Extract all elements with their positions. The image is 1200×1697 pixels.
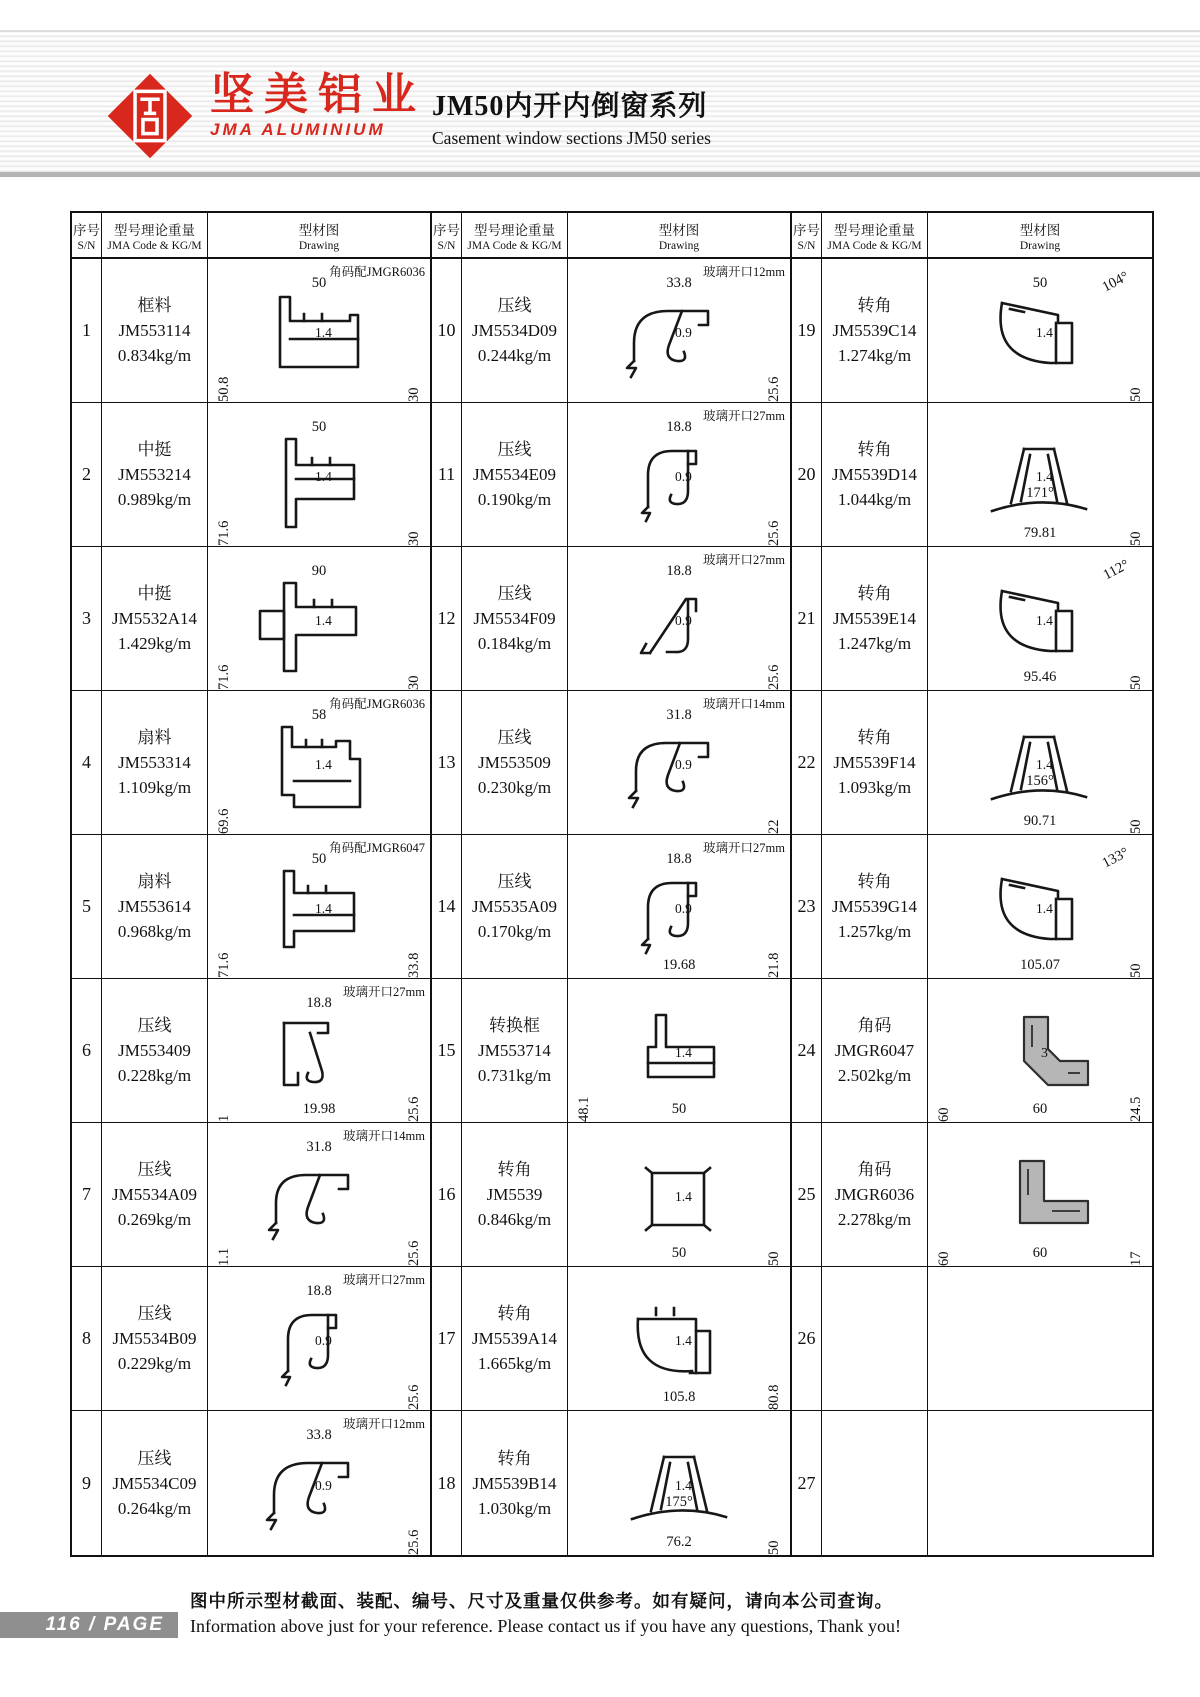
profile-code: JM5539A14 [471, 1329, 557, 1348]
profile-name: 压线 [497, 296, 532, 315]
dimension-right: 25.6 [766, 664, 782, 690]
row-sn: 1 [72, 259, 102, 403]
profile-info [462, 547, 568, 691]
dimension-thickness: 0.9 [675, 901, 692, 917]
profile-name: 转角 [857, 440, 892, 459]
dimension-thickness: 1.4 [675, 1477, 692, 1493]
dimension-bottom: 105.07 [1020, 957, 1060, 973]
dimension-bottom: 19.98 [302, 1101, 336, 1117]
header-code-en: JMA Code & KG/M [107, 239, 202, 252]
row-sn: 19 [792, 259, 822, 403]
profile-code: JM5534E09 [472, 465, 557, 484]
profile-drawing [568, 1123, 792, 1267]
logo-company-name-en: JMA ALUMINIUM [210, 120, 386, 139]
header-code-zh: 型号理论重量 [474, 222, 555, 238]
dimension-bottom: 79.81 [1023, 525, 1057, 541]
header-drawing-en: Drawing [1019, 239, 1061, 252]
profile-table [70, 211, 1154, 1557]
footer-note-zh: 图中所示型材截面、装配、编号、尺寸及重量仅供参考。如有疑问，请向本公司查询。 [190, 1591, 893, 1611]
footer-notes [190, 1588, 1150, 1637]
profile-info [102, 979, 208, 1123]
profile-drawing [568, 547, 792, 691]
dimension-thickness: 0.9 [315, 1333, 332, 1349]
profile-weight: 0.846kg/m [477, 1210, 552, 1229]
dimension-bottom: 105.8 [662, 1389, 696, 1405]
drawing-note: 角码配JMGR6036 [329, 265, 425, 279]
profile-weight: 1.247kg/m [837, 634, 912, 653]
profile-weight: 0.968kg/m [117, 922, 192, 941]
profile-info [102, 1411, 208, 1555]
profile-name: 扇料 [137, 728, 172, 747]
dimension-top: 90 [311, 563, 327, 579]
profile-drawing [208, 1123, 432, 1267]
dimension-right: 25.6 [406, 1240, 422, 1266]
dimension-left: 1.1 [216, 1247, 232, 1266]
profile-name: 角码 [857, 1160, 892, 1179]
dimension-bottom: 50 [671, 1245, 687, 1261]
dimension-thickness: 1.4 [315, 469, 332, 485]
profile-drawing [568, 1411, 792, 1555]
dimension-thickness: 0.9 [675, 757, 692, 773]
column-header-drawing [928, 213, 1152, 259]
profile-code: JM5534B09 [112, 1329, 197, 1348]
profile-code: JM5539E14 [832, 609, 917, 628]
profile-code: JM5539C14 [832, 321, 917, 340]
profile-name: 扇料 [137, 872, 172, 891]
dimension-right: 50 [1128, 819, 1144, 834]
header-drawing-zh: 型材图 [658, 222, 700, 238]
series-title-block [432, 84, 711, 149]
header-band [0, 30, 1200, 177]
profile-info [822, 403, 928, 547]
dimension-thickness: 1.4 [1036, 325, 1053, 341]
dimension-left: 48.1 [576, 1096, 592, 1122]
profile-name: 转角 [497, 1304, 532, 1323]
dimension-left: 71.6 [216, 520, 232, 546]
dimension-left: 69.6 [216, 808, 232, 834]
dimension-right: 50 [1128, 675, 1144, 690]
profile-drawing [568, 835, 792, 979]
profile-info [462, 1267, 568, 1411]
profile-weight: 1.030kg/m [477, 1498, 552, 1518]
profile-weight: 0.170kg/m [477, 922, 552, 941]
dimension-bottom: 60 [1032, 1245, 1048, 1261]
row-sn: 25 [792, 1123, 822, 1267]
dimension-top: 50 [1032, 275, 1048, 291]
dimension-thickness: 0.9 [315, 1477, 332, 1493]
dimension-left: 1 [216, 1114, 232, 1122]
company-logo [106, 72, 426, 160]
profile-name: 转角 [857, 728, 892, 747]
profile-name: 压线 [497, 728, 532, 747]
profile-name: 压线 [497, 440, 532, 459]
profile-info [462, 691, 568, 835]
profile-info [822, 691, 928, 835]
dimension-angle: 112° [1100, 556, 1132, 584]
profile-drawing [928, 835, 1152, 979]
dimension-bottom: 50 [671, 1101, 687, 1117]
row-sn: 3 [72, 547, 102, 691]
dimension-right: 80.8 [766, 1384, 782, 1410]
dimension-top: 33.8 [306, 1427, 332, 1443]
header-sn-en: S/N [797, 239, 816, 252]
profile-name: 压线 [137, 1304, 172, 1323]
row-sn: 11 [432, 403, 462, 547]
profile-info [462, 835, 568, 979]
page-subtitle: Casement window sections JM50 series [432, 128, 711, 148]
row-sn: 18 [432, 1411, 462, 1555]
dimension-right: 50 [1128, 963, 1144, 978]
profile-name: 角码 [857, 1016, 892, 1035]
profile-info [822, 547, 928, 691]
dimension-right: 30 [406, 531, 422, 546]
profile-drawing [568, 1267, 792, 1411]
profile-code: JM553409 [118, 1041, 191, 1060]
row-sn: 13 [432, 691, 462, 835]
profile-drawing [928, 1267, 1152, 1411]
profile-drawing [568, 259, 792, 403]
header-drawing-en: Drawing [298, 239, 340, 252]
column-header-code [822, 213, 928, 259]
dimension-left: 71.6 [216, 952, 232, 978]
profile-drawing [208, 403, 432, 547]
profile-info [822, 1123, 928, 1267]
profile-drawing [928, 259, 1152, 403]
profile-code: JM553214 [118, 465, 191, 484]
dimension-top: 18.8 [666, 851, 692, 867]
drawing-note: 玻璃开口14mm [343, 1129, 425, 1143]
profile-code: JM5539F14 [833, 753, 916, 772]
profile-drawing [568, 403, 792, 547]
profile-name: 中挺 [137, 440, 172, 459]
row-sn: 9 [72, 1411, 102, 1555]
profile-name: 中挺 [137, 584, 172, 603]
profile-code: JMGR6047 [834, 1041, 915, 1060]
row-sn: 20 [792, 403, 822, 547]
row-sn: 12 [432, 547, 462, 691]
column-header-sn [432, 213, 462, 259]
dimension-right: 33.8 [406, 952, 422, 978]
row-sn: 2 [72, 403, 102, 547]
row-sn: 6 [72, 979, 102, 1123]
profile-drawing [208, 1411, 432, 1555]
profile-drawing [928, 1123, 1152, 1267]
profile-drawing [208, 691, 432, 835]
dimension-angle: 171° [1026, 485, 1054, 501]
profile-code: JM5532A14 [111, 609, 197, 628]
dimension-thickness: 1.4 [675, 1189, 692, 1205]
drawing-note: 玻璃开口27mm [703, 553, 785, 567]
dimension-right: 30 [406, 675, 422, 690]
profile-weight: 0.244kg/m [477, 346, 552, 365]
profile-info [462, 979, 568, 1123]
dimension-thickness: 1.4 [1036, 469, 1053, 485]
dimension-right: 25.6 [766, 376, 782, 402]
profile-info [102, 547, 208, 691]
row-sn: 14 [432, 835, 462, 979]
drawing-note: 角码配JMGR6047 [329, 841, 425, 855]
profile-weight: 1.044kg/m [837, 490, 912, 509]
profile-drawing [568, 691, 792, 835]
profile-weight: 1.093kg/m [837, 778, 912, 797]
header-sn-en: S/N [77, 239, 96, 252]
profile-weight: 0.230kg/m [477, 778, 552, 797]
dimension-top: 58 [311, 707, 327, 723]
dimension-thickness: 3 [1041, 1045, 1048, 1061]
profile-weight: 0.229kg/m [117, 1354, 192, 1373]
profile-weight: 2.502kg/m [837, 1066, 912, 1085]
profile-drawing [208, 547, 432, 691]
profile-code: JM553714 [478, 1041, 551, 1060]
row-sn: 4 [72, 691, 102, 835]
dimension-top: 50 [311, 275, 327, 291]
page-title: JM50内开内倒窗系列 [432, 91, 708, 122]
dimension-angle: 104° [1100, 268, 1132, 296]
header-code-zh: 型号理论重量 [114, 222, 195, 238]
row-sn: 23 [792, 835, 822, 979]
column-header-code [102, 213, 208, 259]
dimension-thickness: 1.4 [315, 613, 332, 629]
column-header-sn [792, 213, 822, 259]
dimension-bottom: 19.68 [662, 957, 696, 973]
row-sn: 27 [792, 1411, 822, 1555]
row-sn: 10 [432, 259, 462, 403]
profile-drawing [568, 979, 792, 1123]
dimension-right: 25.6 [766, 520, 782, 546]
dimension-left: 60 [936, 1107, 952, 1122]
dimension-thickness: 0.9 [675, 469, 692, 485]
row-sn: 15 [432, 979, 462, 1123]
profile-drawing [928, 403, 1152, 547]
profile-name: 压线 [137, 1016, 172, 1035]
dimension-thickness: 1.4 [1036, 613, 1053, 629]
profile-info [462, 259, 568, 403]
profile-info [822, 1267, 928, 1411]
dimension-top: 18.8 [306, 1283, 332, 1299]
row-sn: 26 [792, 1267, 822, 1411]
dimension-top: 50 [311, 851, 327, 867]
row-sn: 7 [72, 1123, 102, 1267]
profile-code: JM5539B14 [472, 1473, 557, 1493]
profile-name: 压线 [497, 872, 532, 891]
dimension-right: 25.6 [406, 1096, 422, 1122]
dimension-right: 30 [406, 387, 422, 402]
profile-code: JMGR6036 [834, 1185, 915, 1204]
profile-name: 压线 [137, 1448, 172, 1468]
profile-drawing [928, 547, 1152, 691]
drawing-note: 玻璃开口27mm [343, 985, 425, 999]
profile-info [462, 1123, 568, 1267]
dimension-right: 21.8 [766, 952, 782, 978]
profile-name: 框料 [137, 296, 172, 315]
profile-name: 转角 [497, 1160, 532, 1179]
profile-code: JM553509 [478, 753, 551, 772]
header-drawing-zh: 型材图 [298, 222, 340, 238]
profile-info [102, 1267, 208, 1411]
drawing-note: 玻璃开口27mm [703, 409, 785, 423]
dimension-top: 50 [311, 419, 327, 435]
row-sn: 17 [432, 1267, 462, 1411]
column-header-code [462, 213, 568, 259]
row-sn: 21 [792, 547, 822, 691]
dimension-right: 24.5 [1128, 1096, 1144, 1122]
logo-company-name: 坚美铝业 [210, 70, 426, 119]
profile-info [102, 1123, 208, 1267]
profile-weight: 0.228kg/m [117, 1066, 192, 1085]
dimension-top: 31.8 [306, 1139, 332, 1155]
profile-drawing [208, 835, 432, 979]
dimension-thickness: 1.4 [315, 325, 332, 341]
profile-code: JM5534A09 [111, 1185, 197, 1204]
dimension-right: 25.6 [406, 1529, 422, 1555]
dimension-left: 50.8 [216, 376, 232, 402]
header-drawing-zh: 型材图 [1019, 222, 1061, 238]
profile-drawing [208, 1267, 432, 1411]
profile-drawing [208, 979, 432, 1123]
header-sn-zh: 序号 [793, 222, 820, 238]
row-sn: 22 [792, 691, 822, 835]
dimension-angle: 175° [665, 1494, 693, 1510]
row-sn: 16 [432, 1123, 462, 1267]
dimension-thickness: 1.4 [1036, 757, 1053, 773]
dimension-thickness: 0.9 [675, 325, 692, 341]
dimension-left: 71.6 [216, 664, 232, 690]
footer-note-en: Information above just for your reference. Please contact us if you have any questions, Thank you! [190, 1616, 901, 1636]
row-sn: 24 [792, 979, 822, 1123]
header-drawing-en: Drawing [658, 239, 700, 252]
dimension-right: 50 [766, 1540, 782, 1555]
dimension-top: 18.8 [306, 995, 332, 1011]
dimension-bottom: 95.46 [1023, 669, 1057, 685]
profile-drawing [928, 1411, 1152, 1555]
profile-info [462, 403, 568, 547]
dimension-bottom: 60 [1032, 1101, 1048, 1117]
profile-code: JM5539D14 [831, 465, 917, 484]
dimension-right: 22 [766, 819, 782, 834]
drawing-note: 玻璃开口12mm [343, 1417, 425, 1431]
profile-info [102, 691, 208, 835]
profile-info [462, 1411, 568, 1555]
drawing-note: 玻璃开口27mm [343, 1273, 425, 1287]
jma-diamond-logo-icon [106, 72, 194, 160]
header-sn-en: S/N [437, 239, 456, 252]
profile-code: JM5535A09 [471, 897, 557, 916]
dimension-top: 18.8 [666, 563, 692, 579]
column-header-drawing [208, 213, 432, 259]
dimension-bottom: 76.2 [666, 1534, 692, 1550]
profile-info [102, 835, 208, 979]
header-sn-zh: 序号 [73, 222, 100, 238]
header-code-zh: 型号理论重量 [834, 222, 915, 238]
profile-info [822, 979, 928, 1123]
profile-weight: 1.429kg/m [117, 634, 192, 653]
profile-code: JM553114 [118, 321, 191, 340]
header-code-en: JMA Code & KG/M [827, 239, 922, 252]
profile-code: JM553314 [118, 753, 191, 772]
profile-weight: 1.109kg/m [117, 778, 192, 797]
header-sn-zh: 序号 [433, 222, 460, 238]
drawing-note: 玻璃开口12mm [703, 265, 785, 279]
dimension-top: 18.8 [666, 419, 692, 435]
profile-weight: 0.184kg/m [477, 634, 552, 653]
profile-drawing [208, 259, 432, 403]
column-header-drawing [568, 213, 792, 259]
profile-weight: 1.257kg/m [837, 922, 912, 941]
profile-code: JM5534D09 [471, 321, 557, 340]
profile-weight: 0.269kg/m [117, 1210, 192, 1229]
profile-weight: 1.274kg/m [837, 346, 912, 365]
dimension-thickness: 1.4 [675, 1333, 692, 1349]
profile-name: 转角 [857, 584, 892, 603]
drawing-note: 玻璃开口14mm [703, 697, 785, 711]
profile-weight: 0.190kg/m [477, 490, 552, 509]
drawing-note: 角码配JMGR6036 [329, 697, 425, 711]
dimension-right: 17 [1128, 1251, 1144, 1266]
dimension-top: 31.8 [666, 707, 692, 723]
profile-name: 转换框 [489, 1016, 540, 1035]
profile-code: JM5534F09 [473, 609, 556, 628]
dimension-top: 33.8 [666, 275, 692, 291]
drawing-note: 玻璃开口27mm [703, 841, 785, 855]
profile-code: JM553614 [118, 897, 191, 916]
page-number-badge: 116 / PAGE [0, 1612, 178, 1638]
profile-code: JM5534C09 [112, 1473, 197, 1493]
profile-name: 压线 [497, 584, 532, 603]
profile-name: 转角 [497, 1448, 532, 1468]
dimension-thickness: 0.9 [675, 613, 692, 629]
profile-info [822, 1411, 928, 1555]
dimension-thickness: 1.4 [1036, 901, 1053, 917]
profile-info [102, 259, 208, 403]
profile-code: JM5539 [486, 1185, 543, 1204]
profile-weight: 0.264kg/m [117, 1498, 192, 1518]
dimension-right: 25.6 [406, 1384, 422, 1410]
profile-info [822, 259, 928, 403]
dimension-right: 50 [1128, 531, 1144, 546]
dimension-thickness: 1.4 [315, 901, 332, 917]
profile-info [822, 835, 928, 979]
profile-weight: 0.834kg/m [117, 346, 192, 365]
dimension-angle: 156° [1026, 773, 1054, 789]
profile-name: 转角 [857, 296, 892, 315]
dimension-bottom: 90.71 [1023, 813, 1057, 829]
header-code-en: JMA Code & KG/M [467, 239, 562, 252]
row-sn: 8 [72, 1267, 102, 1411]
dimension-thickness: 1.4 [315, 757, 332, 773]
dimension-right: 50 [766, 1251, 782, 1266]
profile-name: 压线 [137, 1160, 172, 1179]
dimension-left: 60 [936, 1251, 952, 1266]
profile-weight: 0.989kg/m [117, 490, 192, 509]
profile-weight: 0.731kg/m [477, 1066, 552, 1085]
column-header-sn [72, 213, 102, 259]
dimension-thickness: 1.4 [675, 1045, 692, 1061]
profile-weight: 1.665kg/m [477, 1354, 552, 1373]
profile-weight: 2.278kg/m [837, 1210, 912, 1229]
profile-drawing [928, 979, 1152, 1123]
row-sn: 5 [72, 835, 102, 979]
dimension-angle: 133° [1100, 844, 1132, 872]
dimension-right: 50 [1128, 387, 1144, 402]
profile-name: 转角 [857, 872, 892, 891]
profile-drawing [928, 691, 1152, 835]
profile-info [102, 403, 208, 547]
profile-code: JM5539G14 [831, 897, 917, 916]
